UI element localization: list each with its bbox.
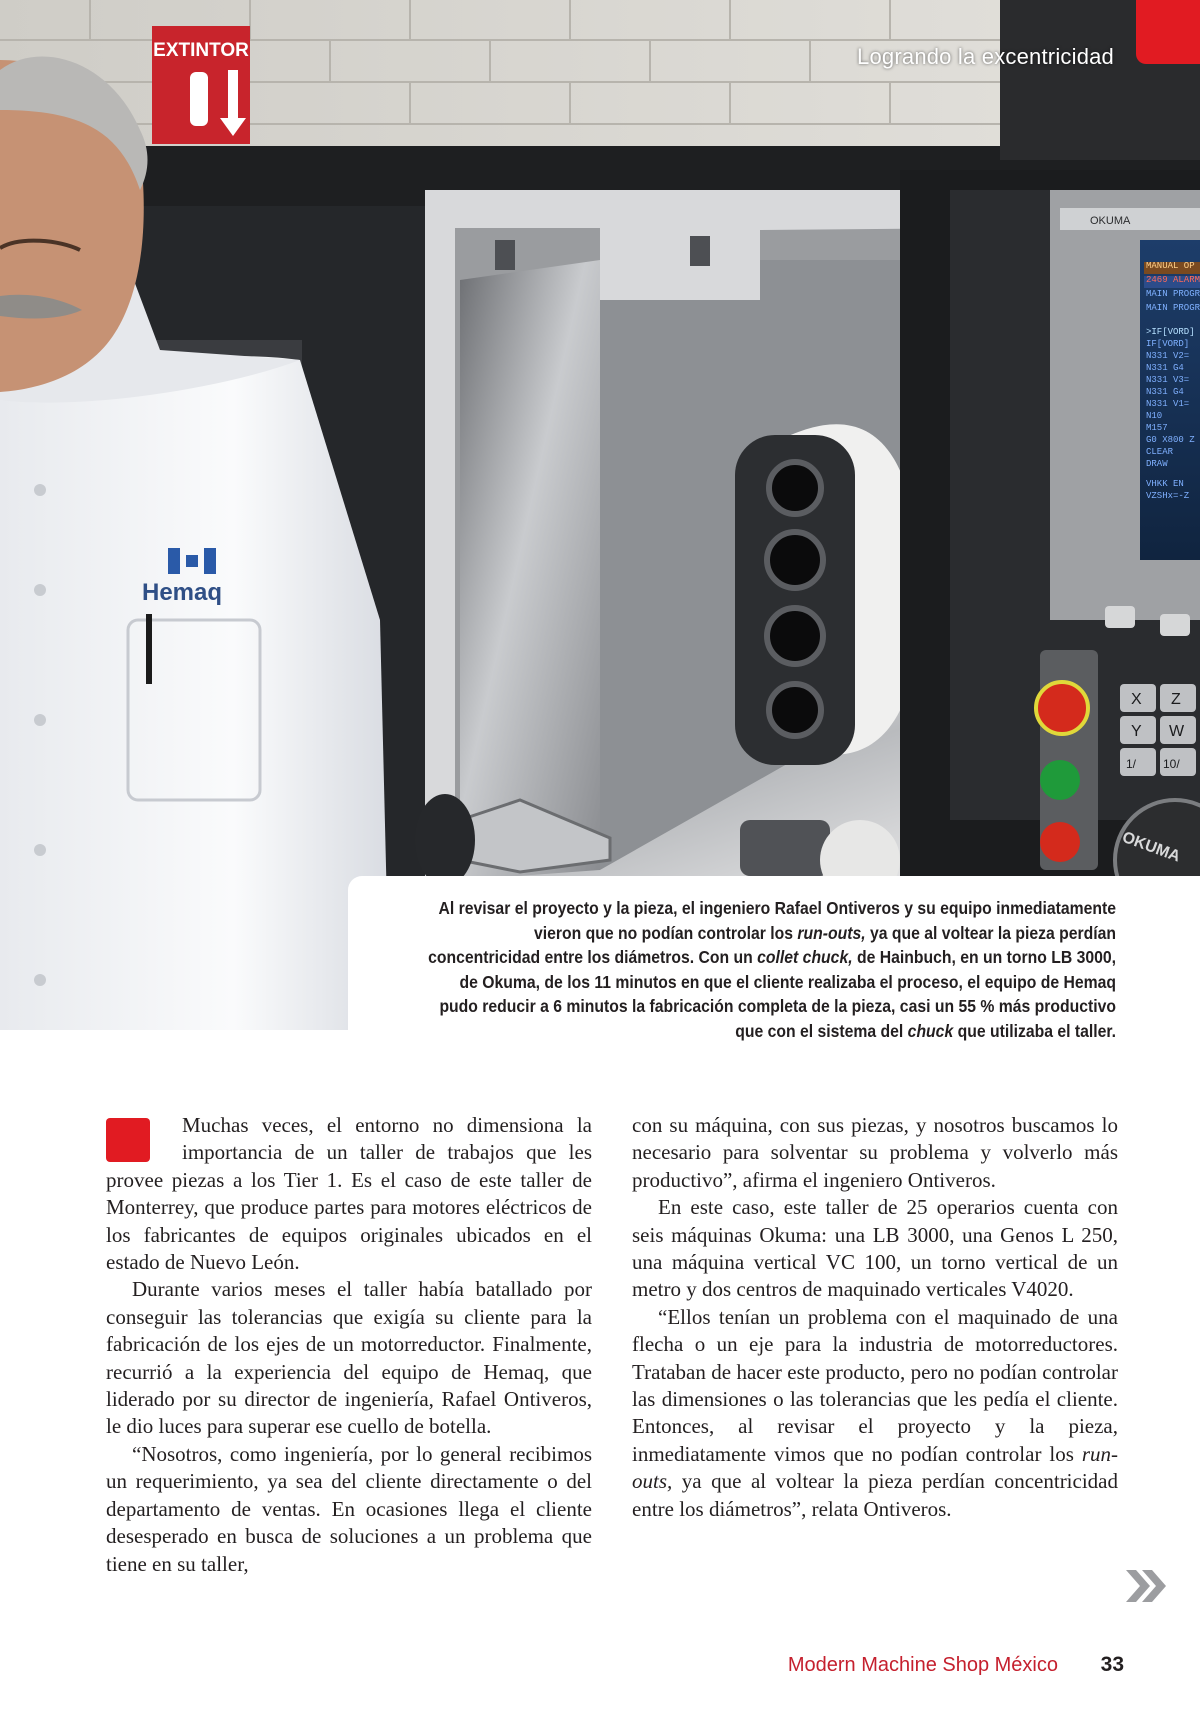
svg-text:G0 X800 Z: G0 X800 Z [1146,435,1195,445]
text-run: Al revisar el proyecto y la pieza, el ingeniero Rafael Ontiveros y su equipo inmediatamente vieron que no podían controlar los [438,898,1116,943]
cycle-stop-button [1040,822,1080,862]
svg-text:N331 V2=: N331 V2= [1146,351,1190,361]
text-run: Muchas veces, el entorno no dimensiona la importancia de un taller de trabajos que les provee piezas a los Tier 1. Es el caso de este taller de Monterrey, que produce partes para motores eléctricos de los fabricantes de equipos originales ubicados en el estado de Nuevo León. [106,1113,592,1275]
svg-text:VZSHx=-Z: VZSHx=-Z [1146,491,1190,501]
body-column-left [106,1112,592,1578]
body-paragraph [106,1276,592,1440]
svg-text:MANUAL OP: MANUAL OP [1146,261,1195,271]
svg-text:N331 G4: N331 G4 [1146,387,1184,397]
text-run: ya que al voltear la pieza perdían concentricidad entre los diámetros. Con un [428,922,1116,967]
svg-text:1/: 1/ [1126,757,1137,771]
svg-text:MAIN PROGR: MAIN PROGR [1146,303,1200,313]
svg-text:>IF[VORD]: >IF[VORD] [1146,327,1195,337]
svg-text:Hemaq: Hemaq [142,579,223,606]
svg-text:N331 V3=: N331 V3= [1146,375,1190,385]
svg-text:M157: M157 [1146,423,1168,433]
body-paragraph [106,1441,592,1578]
svg-text:10/: 10/ [1163,757,1180,771]
svg-text:DRAW: DRAW [1146,459,1168,469]
italic-term: chuck [907,1020,954,1041]
body-paragraph [632,1194,1118,1304]
svg-text:MAIN PROGR: MAIN PROGR [1146,289,1200,299]
caption-text [423,896,1116,1043]
panel-brand-small: OKUMA [1090,215,1131,227]
svg-text:Z: Z [1171,691,1181,708]
text-run: Durante varios meses el taller había batallado por conseguir las tolerancias que exigía su cliente para la fabricación de los ejes de un motorreductor. Finalmente, recurrió a la experiencia del equipo de Hemaq, que liderado por su director de ingeniería, Rafael Ontiveros, le dio luces para superar ese cuello de botella. [106,1277,592,1439]
svg-text:X: X [1131,691,1142,708]
section-red-tab [1136,0,1200,64]
text-run: con su máquina, con sus piezas, y nosotros buscamos lo necesario para solventar su problema y volverlo más productivo”, afirma el ingeniero Ontiveros. [632,1113,1118,1192]
text-run: de Hainbuch, en un torno LB 3000, de Okuma, de los 11 minutos en que el cliente realizaba el proceso, el equipo de Hemaq pudo reducir a 6 minutos la fabricación completa de la pieza, casi un 55 % más productivo que con el sistema del [439,947,1116,1041]
photo-caption [423,896,1116,1043]
italic-term: collet chuck, [757,947,853,967]
okuma-dial-brand: OKUMA [1119,828,1183,866]
text-run: “Nosotros, como ingeniería, por lo general recibimos un requerimiento, ya sea del cliente directamente o del departamento de ventas. En ocasiones llega el cliente desesperado en busca de soluciones a un problema que tiene en su taller, [106,1441,592,1576]
cycle-start-button [1040,760,1080,800]
body-paragraph [106,1112,592,1276]
body-column-right [632,1112,1118,1523]
continue-arrow-icon [1124,1566,1168,1606]
footer-page-number: 33 [1100,1653,1124,1676]
extintor-sign-text: EXTINTOR [153,40,249,61]
svg-text:N331 G4: N331 G4 [1146,363,1184,373]
emergency-stop-button [1036,682,1088,734]
text-run: que utilizaba el taller. [953,1020,1116,1041]
text-run: ya que al voltear la pieza perdían concentricidad entre los diámetros”, relata Ontiveros. [632,1469,1118,1521]
svg-text:CLEAR: CLEAR [1146,447,1174,457]
svg-text:2469 ALARM: 2469 ALARM [1146,275,1200,285]
svg-text:N10: N10 [1146,411,1163,421]
svg-text:VHKK EN: VHKK EN [1146,479,1184,489]
body-paragraph [632,1112,1118,1194]
svg-text:IF[VORD]: IF[VORD] [1146,339,1190,349]
svg-text:W: W [1169,723,1185,740]
red-square-opening-mark [106,1118,150,1162]
svg-text:Y: Y [1131,723,1142,740]
italic-term: run-outs, [632,1441,1118,1494]
text-run: En este caso, este taller de 25 operarios cuenta con seis máquinas Okuma: una LB 3000, una Genos L 250, una máquina vertical VC 100, un torno vertical de un metro y dos centros de maquinado verticales V4020. [632,1195,1118,1302]
svg-text:N331 V1=: N331 V1= [1146,399,1190,409]
body-paragraph [632,1304,1118,1523]
section-label: Logrando la excentricidad [857,44,1114,69]
italic-term: run-outs, [797,922,866,943]
text-run: “Ellos tenían un problema con el maquinado de una flecha o un eje para la industria de motorreductores. Trataban de hacer este producto, pero no podían controlar las dimensiones o las tolerancias que les pedía el cliente. Entonces, al revisar el proyecto y la pieza, inmediatamente vimos que no podían controlar los [632,1304,1118,1466]
footer-magazine-name: Modern Machine Shop México [787,1654,1058,1676]
